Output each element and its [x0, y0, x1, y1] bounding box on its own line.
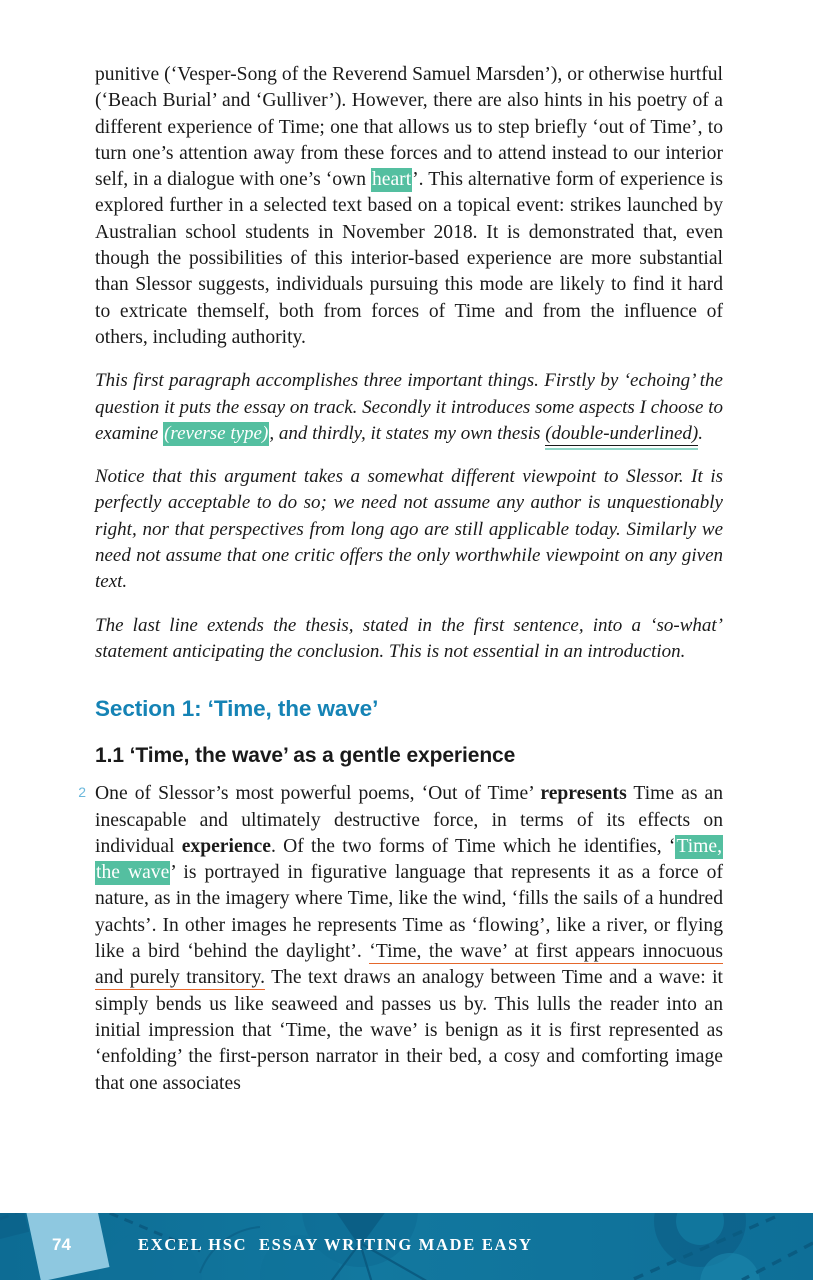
body-paragraph-2 [95, 781, 723, 1097]
numbered-paragraph-block [78, 781, 723, 1097]
paragraph-text-segment: ’ is portrayed in figurative language that represents it as a force of nature, as in the imagery where Time, like the wind, ‘fills the sails of a hundred yachts’. In other images he represents Time as ‘flowing’, like a river, or flying like a bird ‘behind the daylight’. [95, 862, 723, 963]
paragraph-number: 2 [78, 784, 86, 801]
note-paragraph-1 [95, 368, 723, 447]
footer-brand: EXCEL HSC [138, 1235, 248, 1254]
double-underlined-text: (double-underlined) [545, 422, 699, 444]
highlight-time-the-wave: Time, the wave [96, 835, 722, 884]
highlight-reverse-type: (reverse type) [164, 422, 269, 444]
bold-term-represents: represents [540, 783, 627, 805]
paragraph-text-segment: ’. This alternative form of experience is explored further in a selected text based on a topical event: strikes launched by Australian school students in November 2018. It is demonstrated that, even though the possibilities of this interior-based experience are more substantial than Slessor suggests, individuals pursuing this mode are likely to find it hard to extricate themself, both from forces of Time and from the influence of others, including authority. [95, 169, 723, 348]
orange-underlined-text: ‘Time, the wave’ at first appears innocuous and purely transitory. [95, 941, 723, 989]
paragraph-text-segment: Time as an inescapable and ultimately destructive force, in terms of its effects on individual [95, 783, 723, 857]
body-paragraph-1 [95, 62, 723, 351]
note-text-segment: , and thirdly, it states my own thesis [269, 422, 546, 444]
footer-subtitle: ESSAY WRITING MADE EASY [258, 1235, 533, 1254]
note-text-segment: . [698, 422, 703, 444]
section-heading: Section 1: ‘Time, the wave’ [95, 696, 379, 722]
paragraph-text-segment: punitive (‘Vesper-Song of the Reverend Samuel Marsden’), or otherwise hurtful (‘Beach Burial’ and ‘Gulliver’). However, there are also hints in his poetry of a different experience of Time; one that allows us to step briefly ‘out of Time’, to turn one’s attention away from these forces and to attend instead to our interior self, in a dialogue with one’s ‘own [95, 64, 723, 191]
paragraph-text-segment: The text draws an analogy between Time and a wave: it simply bends us like seaweed and passes us by. This lulls the reader into an initial impression that ‘Time, the wave’ is benign as it is first represented as ‘enfolding’ the first-person narrator in their bed, a cosy and comforting image that one associates [95, 967, 723, 1094]
bold-term-experience: experience [181, 835, 271, 857]
paragraph-text-segment: . Of the two forms of Time which he identifies, ‘ [270, 835, 676, 857]
page-number: 74 [52, 1235, 71, 1254]
page-footer [0, 1213, 813, 1280]
note-paragraph-2: Notice that this argument takes a somewhat different viewpoint to Slessor. It is perfectly acceptable to do so; we need not assume any author is unquestionably right, nor that perspectives from long ago are still applicable today. Similarly we need not assume that one critic offers the only worthwhile viewpoint on any given text. [95, 466, 723, 593]
page-content [78, 62, 723, 1097]
footer-title [138, 1235, 533, 1255]
highlight-heart: heart [371, 169, 412, 191]
subsection-heading: 1.1 ‘Time, the wave’ as a gentle experience [95, 744, 516, 768]
note-paragraph-3: The last line extends the thesis, stated in the first sentence, into a ‘so-what’ statement anticipating the conclusion. This is not essential in an introduction. [95, 614, 723, 662]
paragraph-text-segment: One of Slessor’s most powerful poems, ‘Out of Time’ [95, 783, 541, 805]
note-text-segment: This first paragraph accomplishes three important things. Firstly by ‘echoing’ the question it puts the essay on track. Secondly it introduces some aspects I choose to examine [95, 370, 723, 444]
